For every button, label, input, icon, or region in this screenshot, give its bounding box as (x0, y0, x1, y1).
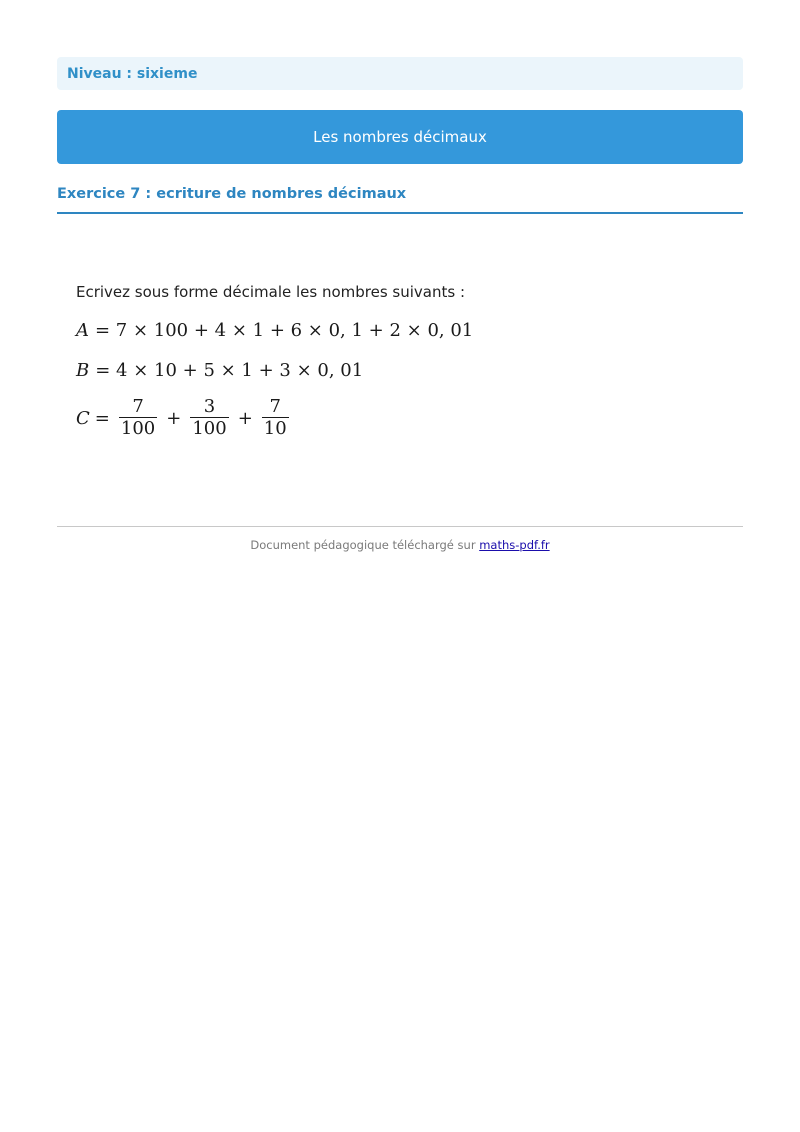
fraction-3-numerator: 7 (269, 396, 281, 417)
fraction-1-denominator: 100 (120, 418, 156, 439)
footer (57, 538, 743, 552)
fraction-3-denominator: 10 (263, 418, 287, 439)
expression-a (76, 320, 473, 341)
fraction-3 (262, 397, 289, 440)
expression-b-name: B (76, 360, 90, 381)
level-label: Niveau : sixieme (67, 65, 198, 82)
expression-a-body: = 7 × 100 + 4 × 1 + 6 × 0, 1 + 2 × 0, 01 (95, 320, 474, 341)
plus-sign-1: + (166, 408, 182, 429)
expression-c-name: C (76, 408, 90, 429)
expression-c (76, 397, 293, 440)
fraction-2-denominator: 100 (192, 418, 227, 439)
expression-c-equals: = (94, 408, 110, 429)
plus-sign-2: + (237, 408, 253, 429)
expression-a-name: A (76, 320, 89, 341)
footer-text: Document pédagogique téléchargé sur (250, 538, 476, 552)
exercise-instruction: Ecrivez sous forme décimale les nombres suivants : (76, 283, 466, 301)
level-banner (57, 57, 743, 90)
fraction-2 (190, 397, 228, 440)
footer-link[interactable]: maths-pdf.fr (479, 538, 550, 552)
fraction-1-numerator: 7 (132, 396, 144, 417)
fraction-1 (119, 397, 157, 440)
expression-b (76, 360, 363, 381)
footer-divider (57, 526, 743, 527)
fraction-2-numerator: 3 (203, 396, 216, 417)
exercise-body (76, 283, 716, 439)
expression-b-body: = 4 × 10 + 5 × 1 + 3 × 0, 01 (95, 360, 364, 381)
exercise-title: Exercice 7 : ecriture de nombres décimaux (57, 186, 743, 214)
chapter-title-bar (57, 110, 743, 164)
chapter-title: Les nombres décimaux (313, 128, 487, 146)
